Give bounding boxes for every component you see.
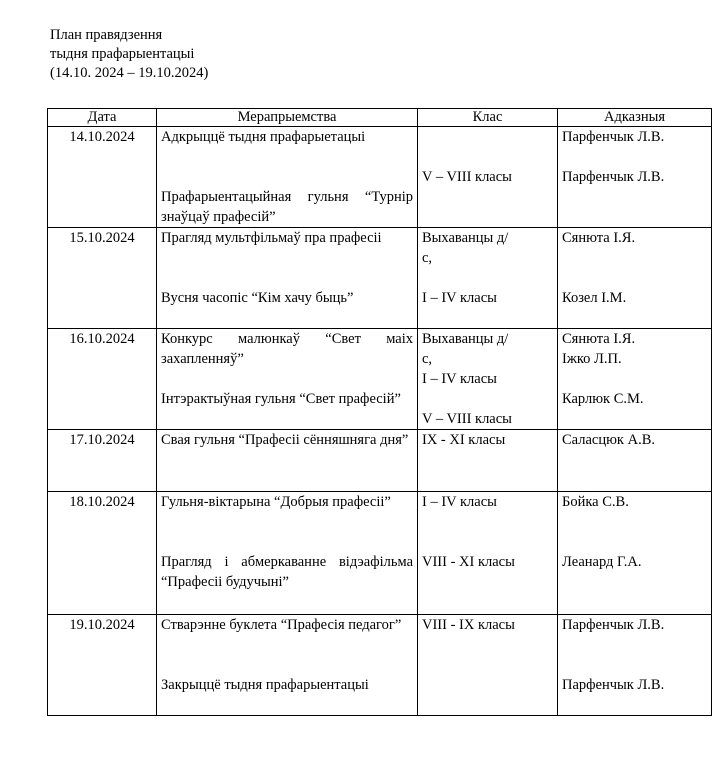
event-item: Прафарыентацыйная гульня “Турнір знаўцаў прафесій” [161,189,413,225]
spacer [161,369,413,389]
class-item: Выхаванцы д/с, [422,331,509,367]
responsible-item: Парфенчык Л.В. [562,169,665,185]
class-item: I – IV класы [422,494,497,510]
spacer [422,389,553,409]
row-event [157,615,418,716]
spacer [161,532,413,552]
row-class [418,127,558,228]
spacer [422,512,553,552]
class-item: IX - XI класы [422,432,506,448]
table-row [48,329,712,430]
spacer [422,127,553,167]
plan-table [47,108,712,716]
row-event [157,430,418,492]
row-class [418,615,558,716]
row-responsible [558,492,712,615]
table-row [48,228,712,329]
spacer [562,369,707,389]
class-item: I – IV класы [422,290,497,306]
row-date: 18.10.2024 [48,492,157,615]
event-item: Адкрыццё тыдня прафарыетацыі [161,129,366,145]
table-row [48,492,712,615]
row-date: 16.10.2024 [48,329,157,430]
responsible-item: Іжко Л.П. [562,351,622,367]
row-class [418,492,558,615]
row-responsible [558,329,712,430]
row-event [157,492,418,615]
responsible-item: Карлюк С.М. [562,391,644,407]
row-event [157,228,418,329]
class-item: Выхаванцы д/с, [422,230,509,266]
row-responsible [558,430,712,492]
event-item: Гульня-віктарына “Добрыя прафесіі” [161,494,391,510]
responsible-item: Козел І.М. [562,290,627,306]
spacer [562,635,707,675]
responsible-item: Парфенчык Л.В. [562,677,665,693]
responsible-item: Саласцюк А.В. [562,432,655,448]
event-item: Прагляд мультфільмаў пра прафесіі [161,230,382,246]
header-date: Дата [48,109,157,127]
event-item: Інтэрактыўная гульня “Свет прафесій” [161,391,401,407]
row-date: 15.10.2024 [48,228,157,329]
table-row [48,430,712,492]
responsible-item: Леанард Г.А. [562,554,642,570]
spacer [161,655,413,675]
title-line-1: План правядзення [50,27,163,43]
row-class [418,228,558,329]
spacer [562,147,707,167]
document-title [50,26,208,83]
header-responsible: Адказныя [558,109,712,127]
header-class: Клас [418,109,558,127]
spacer [562,248,707,288]
event-item: Свая гульня “Прафесіі сённяшняга дня” [161,432,409,448]
table-row [48,615,712,716]
event-item: Конкурс малюнкаў “Свет маіх захапленняў” [161,331,413,367]
class-item: V – VIII класы [422,169,512,185]
class-item: V – VIII класы [422,411,512,427]
row-date: 19.10.2024 [48,615,157,716]
table-row [48,127,712,228]
row-responsible [558,127,712,228]
row-date: 17.10.2024 [48,430,157,492]
row-class [418,329,558,430]
event-item: Вусня часопіс “Кім хачу быць” [161,290,354,306]
responsible-item: Парфенчык Л.В. [562,617,665,633]
row-responsible [558,228,712,329]
event-item: Прагляд і абмеркаванне відэафільма “Прафесіі будучыні” [161,554,413,590]
event-item: Закрыццё тыдня прафарыентацыі [161,677,369,693]
row-responsible [558,615,712,716]
responsible-item: Сянюта І.Я. [562,331,636,347]
table-header-row [48,109,712,127]
row-event [157,329,418,430]
row-event [157,127,418,228]
header-event: Мерапрыемства [157,109,418,127]
responsible-item: Сянюта І.Я. [562,230,636,246]
row-date: 14.10.2024 [48,127,157,228]
responsible-item: Парфенчык Л.В. [562,129,665,145]
title-line-2: тыдня прафарыентацыі [50,46,195,62]
spacer [562,512,707,552]
title-line-3: (14.10. 2024 – 19.10.2024) [50,65,209,81]
spacer [161,167,413,187]
responsible-item: Бойка С.В. [562,494,629,510]
row-class [418,430,558,492]
class-item: VIII - IX класы [422,617,515,633]
class-item: I – IV класы [422,371,497,387]
event-item: Стварэнне буклета “Прафесія педагог” [161,617,402,633]
class-item: VIII - XI класы [422,554,515,570]
spacer [161,268,413,288]
